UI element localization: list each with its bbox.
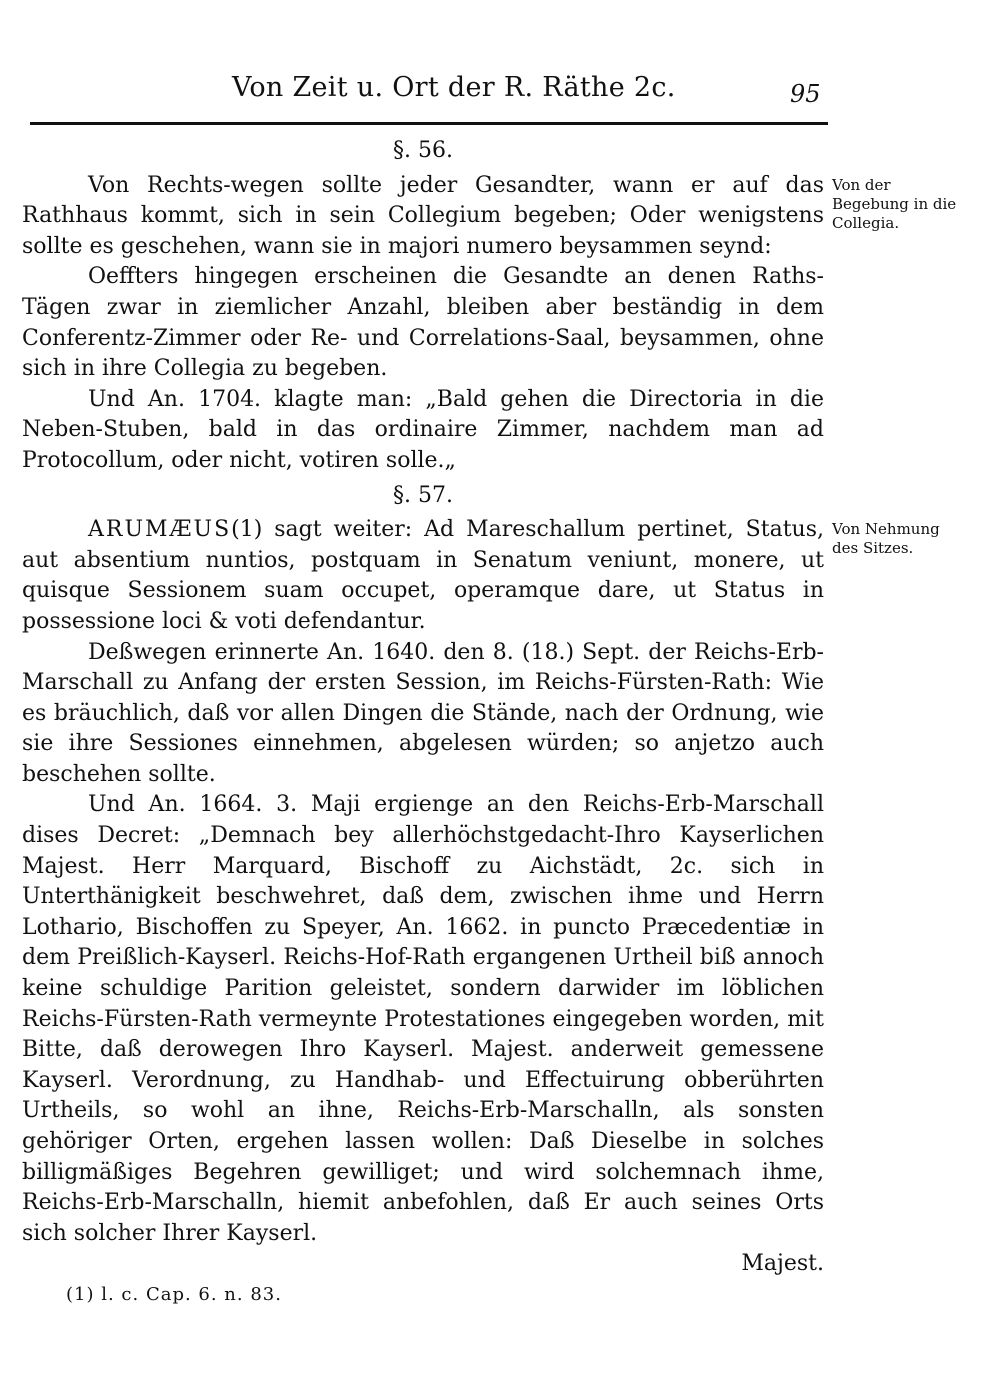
- header-rule: [30, 122, 828, 125]
- paragraph: [22, 515, 824, 637]
- paragraph: Deßwegen erinnerte An. 1640. den 8. (18.) Sept. der Reichs-Erb-Marschall zu Anfang der ersten Session, im Reichs-Fürsten-Rath: Wie es bräuchlich, daß vor allen Dingen die Stände, nach der Ordnung, wie sie ihre Sessiones einnehmen, abgelesen würden; so anjetzo auch beschehen sollte.: [22, 639, 824, 787]
- section-mark-56: §. 56.: [393, 138, 453, 163]
- paragraph: Von Rechts-wegen sollte jeder Gesandter, wann er auf das Rathhaus kommt, sich in sein Collegium begeben; Oder wenigstens sollte es geschehen, wann sie in majori numero beysammen seynd:: [22, 172, 824, 259]
- margin-note: Von Nehmung des Sitzes.: [832, 520, 940, 557]
- paragraph-text: (1) sagt weiter: Ad Mareschallum pertinet, Status, aut absentium nuntios, postquam in Senatum veniunt, monere, ut quisque Sessionem suam occupet, operamque dare, ut Status in possessione loci & voti defendantur.: [22, 517, 824, 634]
- paragraph: Und An. 1704. klagte man: „Bald gehen die Directoria in die Neben-Stuben, bald in das ordinaire Zimmer, nachdem man ad Protocollum, oder nicht, votiren solle.„: [22, 386, 824, 473]
- page-number: 95: [790, 80, 821, 108]
- author-name: ARUMÆUS: [88, 517, 232, 543]
- paragraph: Und An. 1664. 3. Maji ergienge an den Reichs-Erb-Marschall dises Decret: „Demnach bey allerhöchstgedacht-Ihro Kayserlichen Majest. Herr Marquard, Bischoff zu Aichstädt, 2c. sich in Unterthänigkeit beschwehret, daß dem, zwischen ihme und Herrn Lothario, Bischoffen zu Speyer, An. 1662. in puncto Præcedentiæ in dem Preißlich-Kayserl. Reichs-Hof-Rath ergangenen Urtheil biß annoch keine schuldige Parition geleistet, sondern darwider im löblichen Reichs-Fürsten-Rath vermeynte Protestationes eingegeben worden, mit Bitte, daß derowegen Ihro Kayserl. Majest. anderweit gemessene Kayserl. Verordnung, zu Handhab- und Effectuirung obberührten Urtheils, so wohl an ihne, Reichs-Erb-Marschalln, als sonsten gehöriger Orten, ergehen lassen wollen: Daß Dieselbe in solches billigmäßiges Begehren gewilliget; und wird solchemnach ihme, Reichs-Erb-Marschalln, hiemit anbefohlen, daß Er auch seines Orts sich solcher Ihrer Kayserl.: [22, 792, 824, 1246]
- footnote: (1) l. c. Cap. 6. n. 83.: [66, 1284, 282, 1305]
- body-text: [22, 136, 824, 1280]
- catch-word: Majest.: [741, 1251, 824, 1277]
- running-head: Von Zeit u. Ort der R. Räthe 2c.: [232, 72, 676, 103]
- margin-note: Von der Begebung in die Collegia.: [832, 176, 957, 232]
- paragraph: Oeffters hingegen erscheinen die Gesandte an denen Raths-Tägen zwar in ziemlicher Anzahl, bleiben aber beständig in dem Conferentz-Zimmer oder Re- und Correlations-Saal, beysammen, ohne sich in ihre Collegia zu begeben.: [22, 264, 824, 382]
- section-mark-57: §. 57.: [393, 482, 453, 508]
